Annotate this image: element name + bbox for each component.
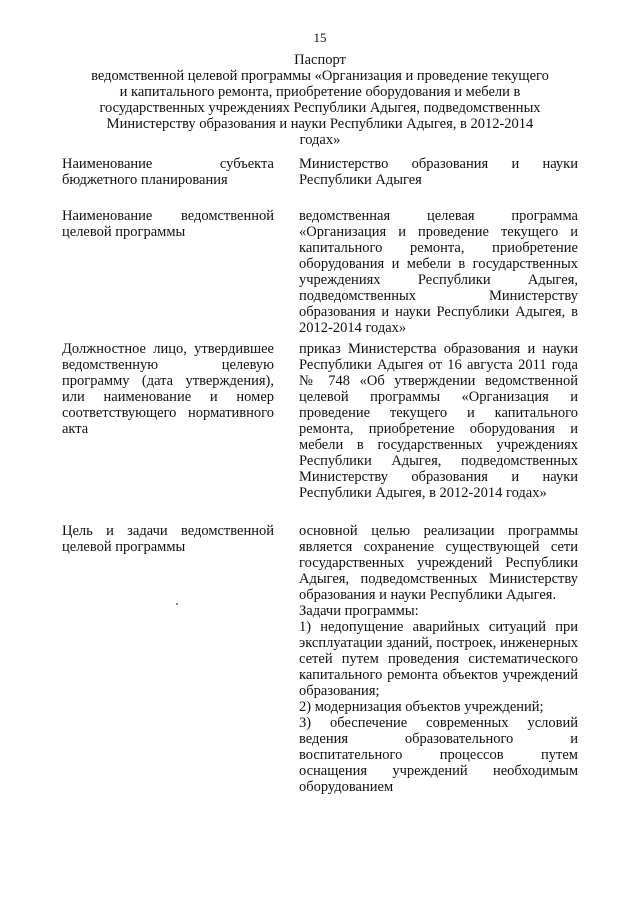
scan-speck [176, 603, 178, 605]
passport-header [90, 52, 550, 148]
task-item: 3) обеспечение современных условий ведения образовательного и воспитательного процессов путем оснащения учреждений необходимым оборудованием [299, 715, 578, 795]
value-paragraph: ведомственная целевая программа «Организация и проведение текущего и капитального ремонта, приобретение оборудования и мебели в государственных учреждениях Республики Адыгея, подведомственных Министерству образования и науки Республики Адыгея, в 2012-2014 годах» [299, 208, 578, 336]
row-label: Наименование ведомственной целевой программы [62, 208, 274, 240]
task-item: 1) недопущение аварийных ситуаций при эксплуатации зданий, построек, инженерных сетей путем проведения систематического капитального ремонта объектов учреждений образования; [299, 619, 578, 699]
row-value [299, 208, 578, 336]
task-item: 2) модернизация объектов учреждений; [299, 699, 544, 715]
passport-subtitle: ведомственной целевой программы «Организация и проведение текущего и капитального ремонта, приобретение оборудования и мебели в государственных учреждениях Республики Адыгея, подведомственных Министерству образования и науки Республики Адыгея, в 2012-2014 годах» [91, 68, 549, 148]
passport-title: Паспорт [294, 52, 346, 68]
row-value [299, 156, 578, 188]
tasks-heading: Задачи программы: [299, 603, 419, 619]
row-label: Должностное лицо, утвердившее ведомственную целевую программу (дата утверждения), или наименование и номер соответствующего нормативного акта [62, 341, 274, 437]
page-number: 15 [313, 30, 327, 45]
value-paragraph: приказ Министерства образования и науки Республики Адыгея от 16 августа 2011 года № 748 «Об утверждении ведомственной целевой программы «Организация и проведение текущего и капитального ремонта, приобретение оборудования и мебели в государственных учреждениях Республики Адыгея, подведомственных Министерству образования и науки Республики Адыгея, в 2012-2014 годах» [299, 341, 578, 501]
value-paragraph: Министерство образования и науки Республики Адыгея [299, 156, 578, 188]
row-label: Цель и задачи ведомственной целевой программы [62, 523, 274, 555]
goal-paragraph: основной целью реализации программы является сохранение существующей сети государственных учреждений Республики Адыгея, подведомственных Министерству образования и науки Республики Адыгея. [299, 523, 578, 603]
row-value [299, 523, 578, 795]
row-label: Наименование субъекта бюджетного планирования [62, 156, 274, 188]
row-value [299, 341, 578, 501]
